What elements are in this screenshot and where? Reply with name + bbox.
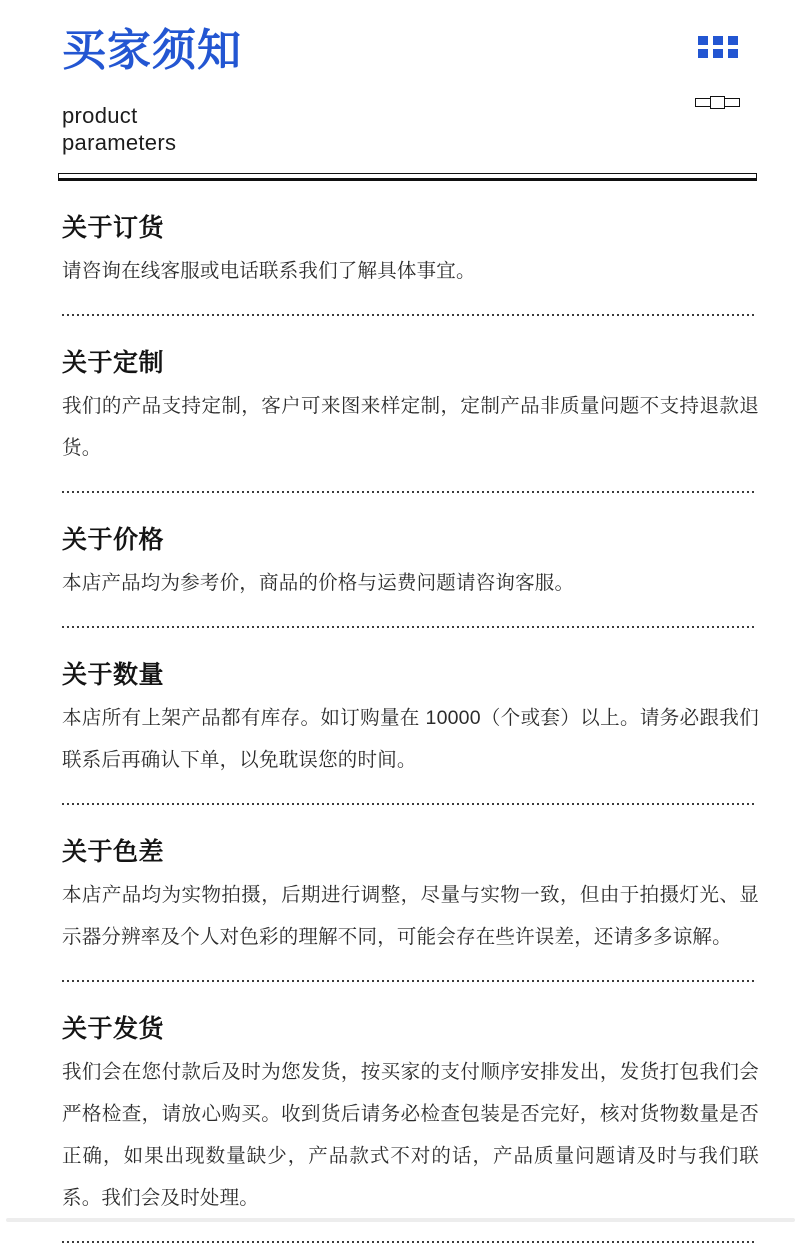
grid-dot (713, 49, 723, 58)
notice-section (62, 215, 757, 316)
header-rule (58, 173, 757, 181)
section-heading: 关于定制 (62, 349, 165, 377)
rect-center (710, 96, 725, 109)
section-heading: 关于订货 (62, 214, 165, 242)
rect-right (723, 98, 740, 107)
section-body: 本店产品均为实物拍摄，后期进行调整，尽量与实物一致，但由于拍摄灯光、显示器分辨率及个人对色彩的理解不同，可能会存在些许误差，还请多多谅解。 (62, 884, 759, 948)
dotted-divider (62, 626, 757, 628)
dotted-divider (62, 980, 757, 982)
notice-section (62, 839, 757, 982)
section-heading: 关于数量 (62, 661, 165, 689)
grid-dot (728, 49, 738, 58)
section-heading: 关于发货 (62, 1015, 165, 1043)
grid-dot (698, 36, 708, 45)
grid-dot (713, 36, 723, 45)
page-title: 买家须知 (62, 26, 242, 75)
section-body: 我们会在您付款后及时为您发货，按买家的支付顺序安排发出，发货打包我们会严格检查，请放心购买。收到货后请务必检查包装是否完好，核对货物数量是否正确，如果出现数量缺少，产品款式不对的话，产品质量问题请及时与我们联系。我们会及时处理。 (62, 1061, 759, 1209)
sections (62, 215, 757, 1243)
notice-section (62, 350, 757, 493)
footer-divider (6, 1218, 795, 1222)
subtitle-line: product (62, 103, 138, 128)
notice-section (62, 1016, 757, 1243)
grid-dot (698, 49, 708, 58)
subtitle-line: parameters (62, 130, 177, 155)
header (62, 0, 757, 181)
dotted-divider (62, 803, 757, 805)
dotted-divider (62, 314, 757, 316)
section-heading: 关于色差 (62, 838, 165, 866)
dotted-divider (62, 1241, 757, 1243)
section-body: 请咨询在线客服或电话联系我们了解具体事宜。 (62, 260, 476, 282)
subtitle (62, 102, 757, 156)
section-heading: 关于价格 (62, 526, 165, 554)
section-body: 本店所有上架产品都有库存。如订购量在 10000（个或套）以上。请务必跟我们联系后再确认下单，以免耽误您的时间。 (62, 707, 759, 771)
notice-section (62, 662, 757, 805)
three-rectangles-icon (695, 96, 740, 109)
notice-section (62, 527, 757, 628)
section-body: 本店产品均为参考价，商品的价格与运费问题请咨询客服。 (62, 572, 575, 594)
dotted-divider (62, 491, 757, 493)
grid-dot (728, 36, 738, 45)
section-body: 我们的产品支持定制，客户可来图来样定制，定制产品非质量问题不支持退款退货。 (62, 395, 759, 459)
grid-dots-icon (698, 36, 738, 58)
